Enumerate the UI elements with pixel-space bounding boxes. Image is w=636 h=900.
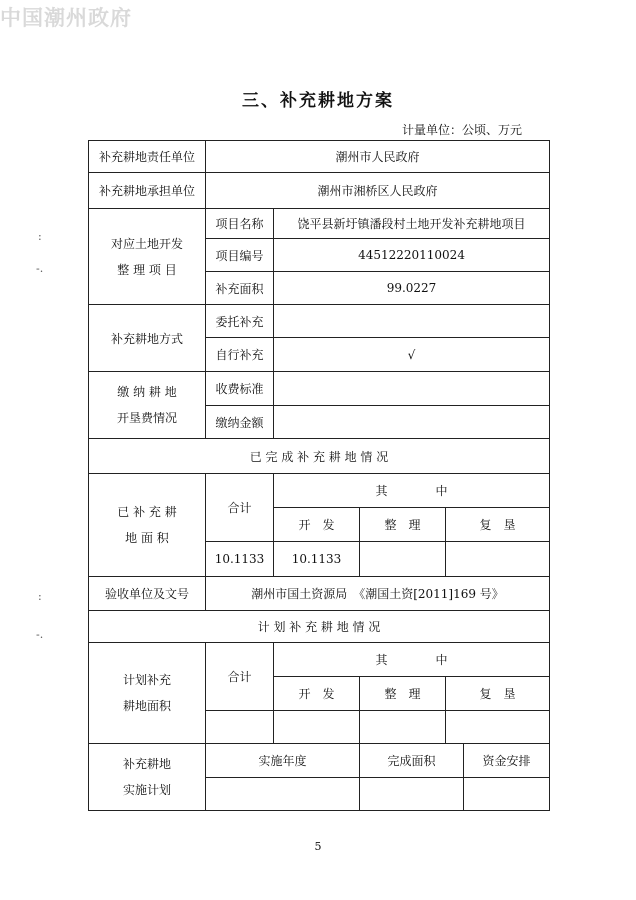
plan-label-line1: 补充耕地 xyxy=(122,757,171,771)
supplement-area-label: 补充面积 xyxy=(206,272,274,305)
plan-label xyxy=(89,744,206,811)
self-supplement-value: √ xyxy=(274,338,550,372)
fee-amount-value xyxy=(274,406,550,439)
acceptance-value: 潮州市国土资源局 《潮国土资[2011]169 号》 xyxy=(206,577,550,611)
fee-label-line2: 开垦费情况 xyxy=(116,411,177,425)
planned-of-which: 其 中 xyxy=(274,643,550,677)
completed-section-title: 已 完 成 补 充 耕 地 情 况 xyxy=(89,439,550,474)
completed-dev-label: 开 发 xyxy=(274,508,360,542)
planned-section-title: 计 划 补 充 耕 地 情 况 xyxy=(89,611,550,643)
responsible-unit-label: 补充耕地责任单位 xyxy=(89,141,206,173)
project-label-line1: 对应土地开发 xyxy=(110,236,183,251)
supplementary-farmland-table xyxy=(88,140,550,811)
completed-of-which: 其 中 xyxy=(274,474,550,508)
undertaking-unit-value: 潮州市湘桥区人民政府 xyxy=(206,173,550,209)
scan-mark: : xyxy=(38,590,42,603)
responsible-unit-value: 潮州市人民政府 xyxy=(206,141,550,173)
supplement-area-value: 99.0227 xyxy=(274,272,550,305)
completed-area-label xyxy=(89,474,206,577)
completed-dev-value: 10.1133 xyxy=(274,542,360,577)
project-label xyxy=(89,209,206,305)
entrust-label: 委托补充 xyxy=(206,305,274,338)
project-number-value: 44512220110024 xyxy=(274,239,550,272)
page-number: 5 xyxy=(314,840,322,853)
planned-area-label xyxy=(89,643,206,744)
planned-total-value xyxy=(206,711,274,744)
project-name-label: 项目名称 xyxy=(206,209,274,239)
project-number-label: 项目编号 xyxy=(206,239,274,272)
page-title: 三、补充耕地方案 xyxy=(242,91,394,111)
planned-area-label-line1: 计划补充 xyxy=(122,673,171,687)
planned-dev-value xyxy=(274,711,360,744)
plan-funds-value xyxy=(464,778,550,811)
self-supplement-label: 自行补充 xyxy=(206,338,274,372)
entrust-value xyxy=(274,305,550,338)
fee-label-line1: 缴 纳 耕 地 xyxy=(117,385,177,399)
planned-area-label-line2: 耕地面积 xyxy=(122,699,171,713)
method-label: 补充耕地方式 xyxy=(89,305,206,372)
plan-funds-label: 资金安排 xyxy=(464,744,550,778)
planned-consolidate-label: 整 理 xyxy=(360,677,446,711)
acceptance-label: 验收单位及文号 xyxy=(89,577,206,611)
project-name-value: 饶平县新圩镇潘段村土地开发补充耕地项目 xyxy=(274,209,550,239)
completed-total-value: 10.1133 xyxy=(206,542,274,577)
planned-total-label: 合计 xyxy=(206,643,274,711)
scan-mark: : xyxy=(38,230,42,243)
measurement-unit: 计量单位：公顷、万元 xyxy=(401,123,522,137)
plan-done-area-value xyxy=(360,778,464,811)
planned-dev-label: 开 发 xyxy=(274,677,360,711)
fee-standard-label: 收费标准 xyxy=(206,372,274,406)
completed-consolidate-value xyxy=(360,542,446,577)
watermark-logo: 中国潮州政府 xyxy=(0,6,132,30)
plan-label-line2: 实施计划 xyxy=(122,783,171,797)
completed-reclaim-value xyxy=(446,542,550,577)
fee-amount-label: 缴纳金额 xyxy=(206,406,274,439)
fee-standard-value xyxy=(274,372,550,406)
completed-total-label: 合计 xyxy=(206,474,274,542)
project-label-line2: 整 理 项 目 xyxy=(117,262,177,277)
plan-year-label: 实施年度 xyxy=(206,744,360,778)
fee-label xyxy=(89,372,206,439)
scan-mark: -. xyxy=(36,628,44,641)
scan-mark: -. xyxy=(36,262,44,275)
plan-year-value xyxy=(206,778,360,811)
completed-consolidate-label: 整 理 xyxy=(360,508,446,542)
planned-reclaim-label: 复 垦 xyxy=(446,677,550,711)
planned-consolidate-value xyxy=(360,711,446,744)
completed-area-label-line1: 已 补 充 耕 xyxy=(117,505,177,519)
plan-done-area-label: 完成面积 xyxy=(360,744,464,778)
undertaking-unit-label: 补充耕地承担单位 xyxy=(89,173,206,209)
completed-reclaim-label: 复 垦 xyxy=(446,508,550,542)
completed-area-label-line2: 地 面 积 xyxy=(125,531,169,545)
planned-reclaim-value xyxy=(446,711,550,744)
